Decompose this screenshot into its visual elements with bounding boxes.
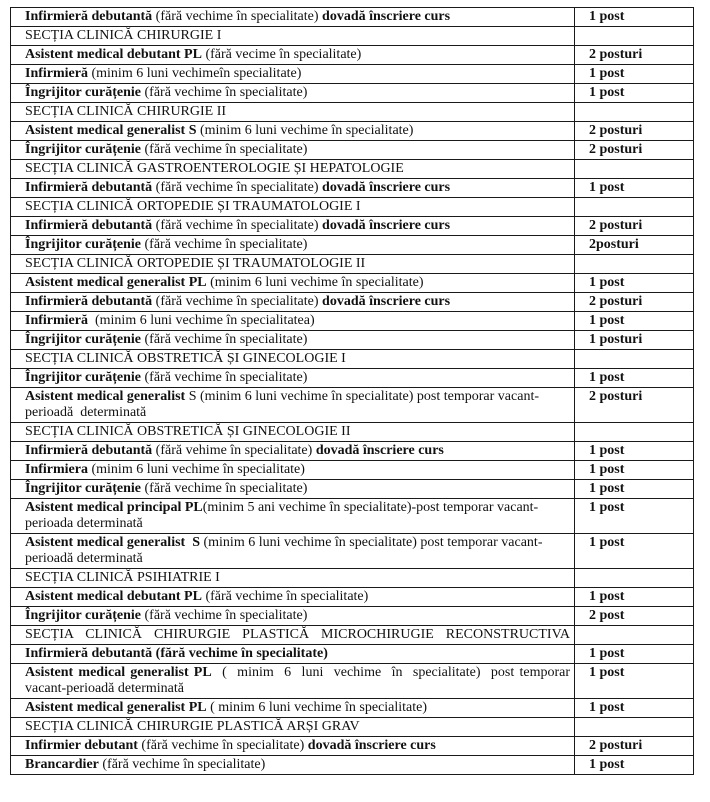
position-description	[11, 756, 575, 775]
position-title: dovadă înscriere curs	[322, 9, 451, 24]
empty-count-cell	[575, 626, 694, 645]
position-count: 1 post	[575, 442, 694, 461]
position-description	[11, 480, 575, 499]
position-count: 1 post	[575, 588, 694, 607]
position-description-text	[25, 47, 361, 62]
section-title-text: SECȚIA CLINICĂ ORTOPEDIE ȘI TRAUMATOLOGIE I	[25, 199, 361, 214]
position-title: dovadă înscriere curs	[307, 738, 436, 753]
section-title-text: SECȚIA CLINICĂ CHIRURGIE PLASTICĂ MICROCHIRUGIE RECONSTRUCTIVA	[25, 627, 570, 642]
position-title: Îngrijitor curățenie	[25, 481, 141, 496]
position-title: Infirmieră debutantă	[25, 443, 153, 458]
position-row	[11, 312, 694, 331]
position-description	[11, 664, 575, 699]
position-description	[11, 46, 575, 65]
section-title-text: SECȚIA CLINICĂ OBSTRETICĂ ȘI GINECOLOGIE I	[25, 351, 346, 366]
position-row	[11, 480, 694, 499]
position-title: Infirmieră	[25, 313, 88, 328]
position-count: 2 posturi	[575, 46, 694, 65]
position-description-text	[25, 738, 436, 753]
positions-table-body	[11, 8, 694, 775]
position-title: Asistent medical generalist PL	[25, 665, 212, 680]
section-header-row	[11, 103, 694, 122]
empty-count-cell	[575, 718, 694, 737]
position-title: Îngrijitor curățenie	[25, 85, 141, 100]
section-title	[11, 718, 575, 737]
section-header-row	[11, 423, 694, 442]
position-title: Infirmieră	[25, 66, 88, 81]
position-row	[11, 179, 694, 198]
position-description	[11, 737, 575, 756]
position-description	[11, 645, 575, 664]
position-detail: (fără vechime în specialitate)	[141, 85, 308, 100]
position-count: 2 post	[575, 607, 694, 626]
position-count: 1 post	[575, 480, 694, 499]
position-count: 2 posturi	[575, 388, 694, 423]
position-row	[11, 122, 694, 141]
position-count: 1 post	[575, 274, 694, 293]
position-row	[11, 664, 694, 699]
position-row	[11, 141, 694, 160]
position-row	[11, 737, 694, 756]
position-detail: (minim 6 luni vechime în specialitate)	[87, 462, 305, 477]
position-title: Asistent medical debutant PL	[25, 47, 202, 62]
section-title	[11, 160, 575, 179]
position-row	[11, 331, 694, 350]
position-description	[11, 331, 575, 350]
position-detail: (fără vechime în specialitate)	[137, 738, 308, 753]
position-row	[11, 442, 694, 461]
position-description-text	[25, 294, 450, 309]
position-title: dovadă înscriere curs	[322, 218, 451, 233]
position-description-text	[25, 462, 305, 477]
section-title	[11, 198, 575, 217]
position-row	[11, 588, 694, 607]
position-title: Infirmier debutant	[25, 738, 138, 753]
section-title-text: SECȚIA CLINICĂ CHIRURGIE I	[25, 28, 222, 43]
position-description	[11, 65, 575, 84]
position-description	[11, 179, 575, 198]
position-description	[11, 217, 575, 236]
section-title-text: SECȚIA CLINICĂ GASTROENTEROLOGIE ȘI HEPATOLOGIE	[25, 161, 404, 176]
position-title: Asistent medical generalist PL	[25, 275, 207, 290]
position-detail: (minim 6 luni vechime în specialitate)	[206, 275, 424, 290]
position-description-text	[25, 66, 301, 81]
position-detail: (minim 6 luni vechimeîn specialitate)	[87, 66, 302, 81]
position-description-text	[25, 481, 307, 496]
section-title	[11, 423, 575, 442]
section-header-row	[11, 350, 694, 369]
position-description-text	[25, 443, 444, 458]
position-description	[11, 699, 575, 718]
position-description	[11, 236, 575, 255]
position-count: 1 post	[575, 461, 694, 480]
empty-count-cell	[575, 350, 694, 369]
position-title: Asistent medical principal PL	[25, 500, 203, 515]
position-title: Infirmieră debutantă (fără vechime în specialitate)	[25, 646, 328, 661]
position-detail: (fără vehime în specialitate)	[152, 443, 316, 458]
position-detail: (minim 6 luni vechime în specialitate) post temporar vacant-perioadă determinată	[25, 535, 543, 566]
position-row	[11, 534, 694, 569]
position-description-text	[25, 700, 427, 715]
position-description-text	[25, 313, 315, 328]
position-detail: (minim 6 luni vechime în specialitatea)	[87, 313, 315, 328]
position-row	[11, 369, 694, 388]
position-row	[11, 8, 694, 27]
empty-count-cell	[575, 27, 694, 46]
empty-count-cell	[575, 255, 694, 274]
section-header-row	[11, 160, 694, 179]
position-count: 2 posturi	[575, 293, 694, 312]
position-count: 1 post	[575, 664, 694, 699]
position-title: Îngrijitor curățenie	[25, 608, 141, 623]
position-description-text	[25, 332, 307, 347]
position-detail: (fără vechime în specialitate)	[141, 608, 308, 623]
position-description-text	[25, 665, 574, 697]
position-count: 2 posturi	[575, 141, 694, 160]
position-row	[11, 461, 694, 480]
position-row	[11, 217, 694, 236]
position-description	[11, 588, 575, 607]
position-description-text	[25, 370, 307, 385]
position-count: 1 post	[575, 756, 694, 775]
empty-count-cell	[575, 569, 694, 588]
section-header-row	[11, 255, 694, 274]
position-description	[11, 607, 575, 626]
position-title: Asistent medical debutant PL	[25, 589, 202, 604]
position-detail: (fără vechime în specialitate)	[201, 589, 369, 604]
position-description-text	[25, 123, 413, 138]
position-count: 2 posturi	[575, 737, 694, 756]
position-count: 1 post	[575, 312, 694, 331]
position-description	[11, 369, 575, 388]
position-title: Îngrijitor curățenie	[25, 142, 141, 157]
section-title	[11, 569, 575, 588]
position-row	[11, 84, 694, 103]
position-description	[11, 84, 575, 103]
position-title: Asistent medical generalist	[25, 389, 186, 404]
section-header-row	[11, 626, 694, 645]
position-title: dovadă înscriere curs	[315, 443, 444, 458]
empty-count-cell	[575, 198, 694, 217]
section-title	[11, 350, 575, 369]
section-title-text: SECȚIA CLINICĂ PSIHIATRIE I	[25, 570, 220, 585]
position-detail: (minim 5 ani vechime în specialitate)-post temporar vacant-perioada determinată	[25, 500, 539, 531]
section-header-row	[11, 718, 694, 737]
position-description	[11, 442, 575, 461]
position-row	[11, 236, 694, 255]
position-count: 1 post	[575, 65, 694, 84]
section-header-row	[11, 27, 694, 46]
position-detail: ( minim 6 luni vechime în specialitate)	[206, 700, 428, 715]
position-description-text	[25, 535, 543, 566]
position-detail: (fără vechime în specialitate)	[152, 218, 323, 233]
position-detail: (fără vechime în specialitate)	[152, 9, 323, 24]
positions-table	[10, 7, 694, 775]
section-title	[11, 626, 575, 645]
section-title-text: SECȚIA CLINICĂ ORTOPEDIE ȘI TRAUMATOLOGIE II	[25, 256, 366, 271]
section-title-text: SECȚIA CLINICĂ CHIRURGIE PLASTICĂ ARȘI GRAV	[25, 719, 360, 734]
section-title-text: SECȚIA CLINICĂ OBSTRETICĂ ȘI GINECOLOGIE II	[25, 424, 351, 439]
position-row	[11, 65, 694, 84]
position-detail: (fără vechime în specialitate)	[141, 370, 308, 385]
position-description-text	[25, 237, 307, 252]
position-title: dovadă înscriere curs	[322, 180, 451, 195]
position-count: 1 post	[575, 369, 694, 388]
position-count: 2 posturi	[575, 122, 694, 141]
position-title: Brancardier	[25, 757, 99, 772]
position-description	[11, 534, 575, 569]
position-detail: (fără vechime în specialitate)	[152, 180, 323, 195]
section-header-row	[11, 198, 694, 217]
position-detail: (fără vechime în specialitate)	[141, 332, 308, 347]
position-description-text	[25, 757, 265, 772]
position-count: 2posturi	[575, 236, 694, 255]
section-title	[11, 27, 575, 46]
position-detail: (fără vechime în specialitate)	[152, 294, 323, 309]
position-description	[11, 8, 575, 27]
position-title: dovadă înscriere curs	[322, 294, 451, 309]
empty-count-cell	[575, 423, 694, 442]
position-detail: S (minim 6 luni vechime în specialitate) post temporar vacant-perioadă determinată	[25, 389, 539, 420]
section-title	[11, 255, 575, 274]
position-count: 1 post	[575, 699, 694, 718]
position-description-text	[25, 389, 539, 420]
position-count: 2 posturi	[575, 217, 694, 236]
position-description-text	[25, 646, 328, 661]
section-title-text: SECȚIA CLINICĂ CHIRURGIE II	[25, 104, 227, 119]
position-count: 1 post	[575, 534, 694, 569]
position-title: Asistent medical generalist PL	[25, 700, 207, 715]
position-title: Infirmieră debutantă	[25, 180, 153, 195]
position-row	[11, 388, 694, 423]
position-title: Asistent medical generalist S	[25, 535, 200, 550]
position-title: Infirmieră debutantă	[25, 294, 153, 309]
position-row	[11, 274, 694, 293]
position-detail: (fără vechime în specialitate)	[141, 142, 308, 157]
position-description-text	[25, 218, 450, 233]
section-header-row	[11, 569, 694, 588]
position-description-text	[25, 85, 307, 100]
position-description	[11, 312, 575, 331]
position-row	[11, 699, 694, 718]
position-detail: (fără vechime în specialitate)	[141, 237, 308, 252]
position-title: Îngrijitor curățenie	[25, 332, 141, 347]
position-description	[11, 141, 575, 160]
position-title: Îngrijitor curățenie	[25, 237, 141, 252]
position-description-text	[25, 608, 307, 623]
position-row	[11, 46, 694, 65]
position-detail: (minim 6 luni vechime în specialitate)	[196, 123, 414, 138]
position-description	[11, 499, 575, 534]
position-row	[11, 293, 694, 312]
position-row	[11, 645, 694, 664]
position-description-text	[25, 500, 538, 531]
position-description-text	[25, 589, 368, 604]
position-description	[11, 293, 575, 312]
position-description	[11, 274, 575, 293]
position-title: Infirmiera	[25, 462, 88, 477]
empty-count-cell	[575, 103, 694, 122]
position-title: Îngrijitor curățenie	[25, 370, 141, 385]
position-count: 1 post	[575, 499, 694, 534]
empty-count-cell	[575, 160, 694, 179]
position-count: 1 post	[575, 645, 694, 664]
position-description-text	[25, 142, 307, 157]
position-description-text	[25, 275, 424, 290]
position-count: 1 posturi	[575, 331, 694, 350]
position-detail: (fără vecime în specialitate)	[201, 47, 362, 62]
position-count: 1 post	[575, 179, 694, 198]
position-row	[11, 756, 694, 775]
position-row	[11, 607, 694, 626]
position-description-text	[25, 9, 450, 24]
position-description	[11, 461, 575, 480]
position-title: Infirmieră debutantă	[25, 218, 153, 233]
position-count: 1 post	[575, 8, 694, 27]
position-description	[11, 388, 575, 423]
position-title: Infirmieră debutantă	[25, 9, 153, 24]
position-detail: (fără vechime în specialitate)	[98, 757, 266, 772]
position-description-text	[25, 180, 450, 195]
position-detail: ( minim 6 luni vechime în specialitate) post temporar vacant-perioadă determinată	[25, 665, 574, 696]
position-detail: (fără vechime în specialitate)	[141, 481, 308, 496]
position-count: 1 post	[575, 84, 694, 103]
position-description	[11, 122, 575, 141]
position-row	[11, 499, 694, 534]
section-title	[11, 103, 575, 122]
position-title: Asistent medical generalist S	[25, 123, 197, 138]
